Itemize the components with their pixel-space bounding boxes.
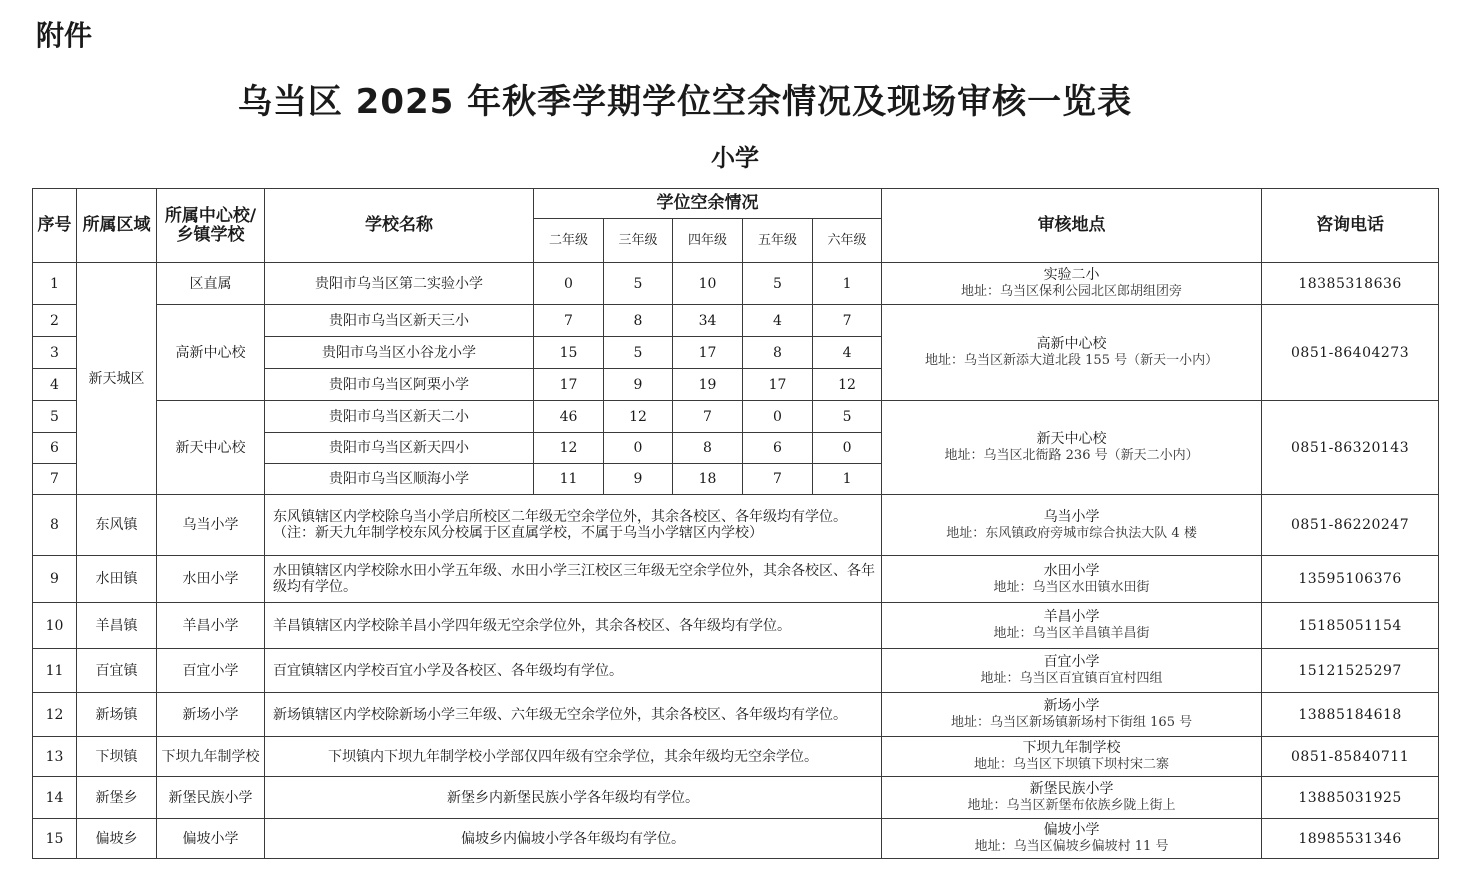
seq-cell: 4 <box>33 369 77 401</box>
location-cell <box>882 556 1262 603</box>
phone-cell: 18985531346 <box>1262 819 1439 859</box>
grade-cell: 19 <box>673 369 743 401</box>
header-grade: 四年级 <box>673 219 743 263</box>
header-phone: 咨询电话 <box>1262 189 1439 263</box>
note-cell: 偏坡乡内偏坡小学各年级均有学位。 <box>265 819 882 859</box>
table-row <box>33 693 1439 737</box>
location-cell <box>882 737 1262 777</box>
location-name: 新堡民族小学 <box>1029 781 1114 797</box>
grade-cell: 17 <box>673 337 743 369</box>
grade-cell: 11 <box>534 464 604 495</box>
grade-cell: 1 <box>813 464 882 495</box>
vacancy-table <box>32 188 1439 859</box>
school-cell: 贵阳市乌当区新天二小 <box>265 401 534 433</box>
grade-cell: 46 <box>534 401 604 433</box>
note-text: 东风镇辖区内学校除乌当小学启所校区二年级无空余学位外，其余各校区、各年级均有学位。 <box>273 509 847 525</box>
center-cell: 百宜小学 <box>157 649 265 693</box>
note-cell <box>265 495 882 556</box>
seq-cell: 3 <box>33 337 77 369</box>
location-address: 地址：乌当区新场镇新场村下街组 165 号 <box>951 715 1193 730</box>
table-row <box>33 263 1439 305</box>
table-row <box>33 819 1439 859</box>
location-address: 地址：乌当区水田镇水田街 <box>993 579 1150 595</box>
seq-cell: 9 <box>33 556 77 603</box>
center-cell: 新天中心校 <box>157 401 265 495</box>
note-cell: 水田镇辖区内学校除水田小学五年级、水田小学三江校区三年级无空余学位外，其余各校区、各年级均有学位。 <box>265 556 882 603</box>
location-address: 地址：乌当区保利公园北区郎胡组团旁 <box>961 284 1183 299</box>
table-row <box>33 305 1439 337</box>
grade-cell: 9 <box>604 369 673 401</box>
location-name: 羊昌小学 <box>1043 609 1100 625</box>
grade-cell: 9 <box>604 464 673 495</box>
location-name: 水田小学 <box>1043 562 1100 579</box>
grade-cell: 7 <box>673 401 743 433</box>
center-cell: 水田小学 <box>157 556 265 603</box>
location-name: 实验二小 <box>1043 267 1100 283</box>
phone-cell: 0851-86220247 <box>1262 495 1439 556</box>
seq-cell: 13 <box>33 737 77 777</box>
table-row <box>33 401 1439 433</box>
location-cell <box>882 649 1262 693</box>
location-address: 地址：乌当区北衙路 236 号（新天二小内） <box>944 448 1199 463</box>
location-address: 地址：乌当区新添大道北段 155 号（新天一小内） <box>925 353 1219 368</box>
location-address: 地址：乌当区新堡布依族乡陇上街上 <box>967 798 1176 813</box>
district-cell: 水田镇 <box>77 556 157 603</box>
document-title: 乌当区 2025 年秋季学期学位空余情况及现场审核一览表 <box>237 82 1133 122</box>
location-cell <box>882 305 1262 401</box>
location-cell <box>882 777 1262 819</box>
seq-cell: 2 <box>33 305 77 337</box>
grade-cell: 5 <box>813 401 882 433</box>
grade-cell: 12 <box>604 401 673 433</box>
table-row <box>33 556 1439 603</box>
header-seq: 序号 <box>33 189 77 263</box>
grade-cell: 8 <box>673 433 743 464</box>
header-district: 所属区域 <box>77 189 157 263</box>
center-cell: 新堡民族小学 <box>157 777 265 819</box>
grade-cell: 5 <box>743 263 813 305</box>
location-cell <box>882 263 1262 305</box>
center-cell: 区直属 <box>157 263 265 305</box>
seq-cell: 10 <box>33 603 77 649</box>
attachment-label: 附件 <box>36 19 93 52</box>
location-address: 地址：乌当区百宜镇百宜村四组 <box>980 671 1163 686</box>
grade-cell: 12 <box>534 433 604 464</box>
center-cell: 新场小学 <box>157 693 265 737</box>
seq-cell: 14 <box>33 777 77 819</box>
district-cell: 羊昌镇 <box>77 603 157 649</box>
header-grade: 二年级 <box>534 219 604 263</box>
grade-cell: 17 <box>743 369 813 401</box>
location-name: 下坝九年制学校 <box>1022 740 1121 756</box>
header-row <box>33 189 1439 219</box>
table-row <box>33 737 1439 777</box>
grade-cell: 0 <box>604 433 673 464</box>
grade-cell: 12 <box>813 369 882 401</box>
table-row <box>33 649 1439 693</box>
grade-cell: 34 <box>673 305 743 337</box>
phone-cell: 0851-86320143 <box>1262 401 1439 495</box>
grade-cell: 8 <box>743 337 813 369</box>
grade-cell: 0 <box>743 401 813 433</box>
location-address: 地址：乌当区偏坡乡偏坡村 11 号 <box>974 839 1169 854</box>
note-cell: 羊昌镇辖区内学校除羊昌小学四年级无空余学位外，其余各校区、各年级均有学位。 <box>265 603 882 649</box>
note-cell: 下坝镇内下坝九年制学校小学部仅四年级有空余学位，其余年级均无空余学位。 <box>265 737 882 777</box>
school-cell: 贵阳市乌当区第二实验小学 <box>265 263 534 305</box>
phone-cell: 0851-86404273 <box>1262 305 1439 401</box>
phone-cell: 15121525297 <box>1262 649 1439 693</box>
grade-cell: 15 <box>534 337 604 369</box>
table-row <box>33 603 1439 649</box>
seq-cell: 8 <box>33 495 77 556</box>
district-cell: 偏坡乡 <box>77 819 157 859</box>
grade-cell: 6 <box>743 433 813 464</box>
header-grade: 六年级 <box>813 219 882 263</box>
center-cell: 偏坡小学 <box>157 819 265 859</box>
district-cell: 新场镇 <box>77 693 157 737</box>
header-location: 审核地点 <box>882 189 1262 263</box>
location-cell <box>882 495 1262 556</box>
location-name: 偏坡小学 <box>1043 822 1100 838</box>
header-school: 学校名称 <box>265 189 534 263</box>
grade-cell: 8 <box>604 305 673 337</box>
grade-cell: 7 <box>743 464 813 495</box>
table-row <box>33 777 1439 819</box>
location-cell <box>882 603 1262 649</box>
location-name: 乌当小学 <box>1043 508 1100 525</box>
location-cell <box>882 819 1262 859</box>
location-cell <box>882 401 1262 495</box>
school-cell: 贵阳市乌当区顺海小学 <box>265 464 534 495</box>
location-address: 地址：乌当区羊昌镇羊昌街 <box>993 626 1150 641</box>
center-cell: 乌当小学 <box>157 495 265 556</box>
header-grade: 三年级 <box>604 219 673 263</box>
note-remark: （注：新天九年制学校东风分校属于区直属学校，不属于乌当小学辖区内学校） <box>273 525 763 541</box>
grade-cell: 7 <box>813 305 882 337</box>
grade-cell: 17 <box>534 369 604 401</box>
seq-cell: 5 <box>33 401 77 433</box>
document-subtitle: 小学 <box>711 144 759 172</box>
school-cell: 贵阳市乌当区小谷龙小学 <box>265 337 534 369</box>
grade-cell: 5 <box>604 263 673 305</box>
grade-cell: 18 <box>673 464 743 495</box>
center-cell: 下坝九年制学校 <box>157 737 265 777</box>
seq-cell: 7 <box>33 464 77 495</box>
center-cell: 羊昌小学 <box>157 603 265 649</box>
grade-cell: 1 <box>813 263 882 305</box>
seq-cell: 12 <box>33 693 77 737</box>
phone-cell: 18385318636 <box>1262 263 1439 305</box>
grade-cell: 4 <box>743 305 813 337</box>
district-cell: 东风镇 <box>77 495 157 556</box>
phone-cell: 13885031925 <box>1262 777 1439 819</box>
grade-cell: 0 <box>534 263 604 305</box>
location-cell <box>882 693 1262 737</box>
district-cell: 百宜镇 <box>77 649 157 693</box>
phone-cell: 13595106376 <box>1262 556 1439 603</box>
phone-cell: 0851-85840711 <box>1262 737 1439 777</box>
table-row <box>33 495 1439 556</box>
location-name: 新天中心校 <box>1036 431 1107 447</box>
seq-cell: 1 <box>33 263 77 305</box>
seq-cell: 11 <box>33 649 77 693</box>
location-address: 地址：乌当区下坝镇下坝村宋二寨 <box>974 757 1170 772</box>
school-cell: 贵阳市乌当区阿栗小学 <box>265 369 534 401</box>
center-cell: 高新中心校 <box>157 305 265 401</box>
seq-cell: 15 <box>33 819 77 859</box>
grade-cell: 4 <box>813 337 882 369</box>
note-cell: 新场镇辖区内学校除新场小学三年级、六年级无空余学位外，其余各校区、各年级均有学位。 <box>265 693 882 737</box>
district-cell: 下坝镇 <box>77 737 157 777</box>
note-cell: 新堡乡内新堡民族小学各年级均有学位。 <box>265 777 882 819</box>
header-vacancy: 学位空余情况 <box>534 189 882 219</box>
grade-cell: 5 <box>604 337 673 369</box>
location-address: 地址：东风镇政府旁城市综合执法大队 4 楼 <box>946 525 1197 541</box>
phone-cell: 13885184618 <box>1262 693 1439 737</box>
grade-cell: 7 <box>534 305 604 337</box>
district-cell: 新天城区 <box>77 263 157 495</box>
phone-cell: 15185051154 <box>1262 603 1439 649</box>
location-name: 百宜小学 <box>1043 654 1100 670</box>
header-center: 所属中心校/乡镇学校 <box>157 189 265 263</box>
seq-cell: 6 <box>33 433 77 464</box>
district-cell: 新堡乡 <box>77 777 157 819</box>
grade-cell: 10 <box>673 263 743 305</box>
grade-cell: 0 <box>813 433 882 464</box>
header-grade: 五年级 <box>743 219 813 263</box>
school-cell: 贵阳市乌当区新天四小 <box>265 433 534 464</box>
note-cell: 百宜镇辖区内学校百宜小学及各校区、各年级均有学位。 <box>265 649 882 693</box>
location-name: 高新中心校 <box>1036 336 1107 352</box>
school-cell: 贵阳市乌当区新天三小 <box>265 305 534 337</box>
location-name: 新场小学 <box>1043 698 1100 714</box>
